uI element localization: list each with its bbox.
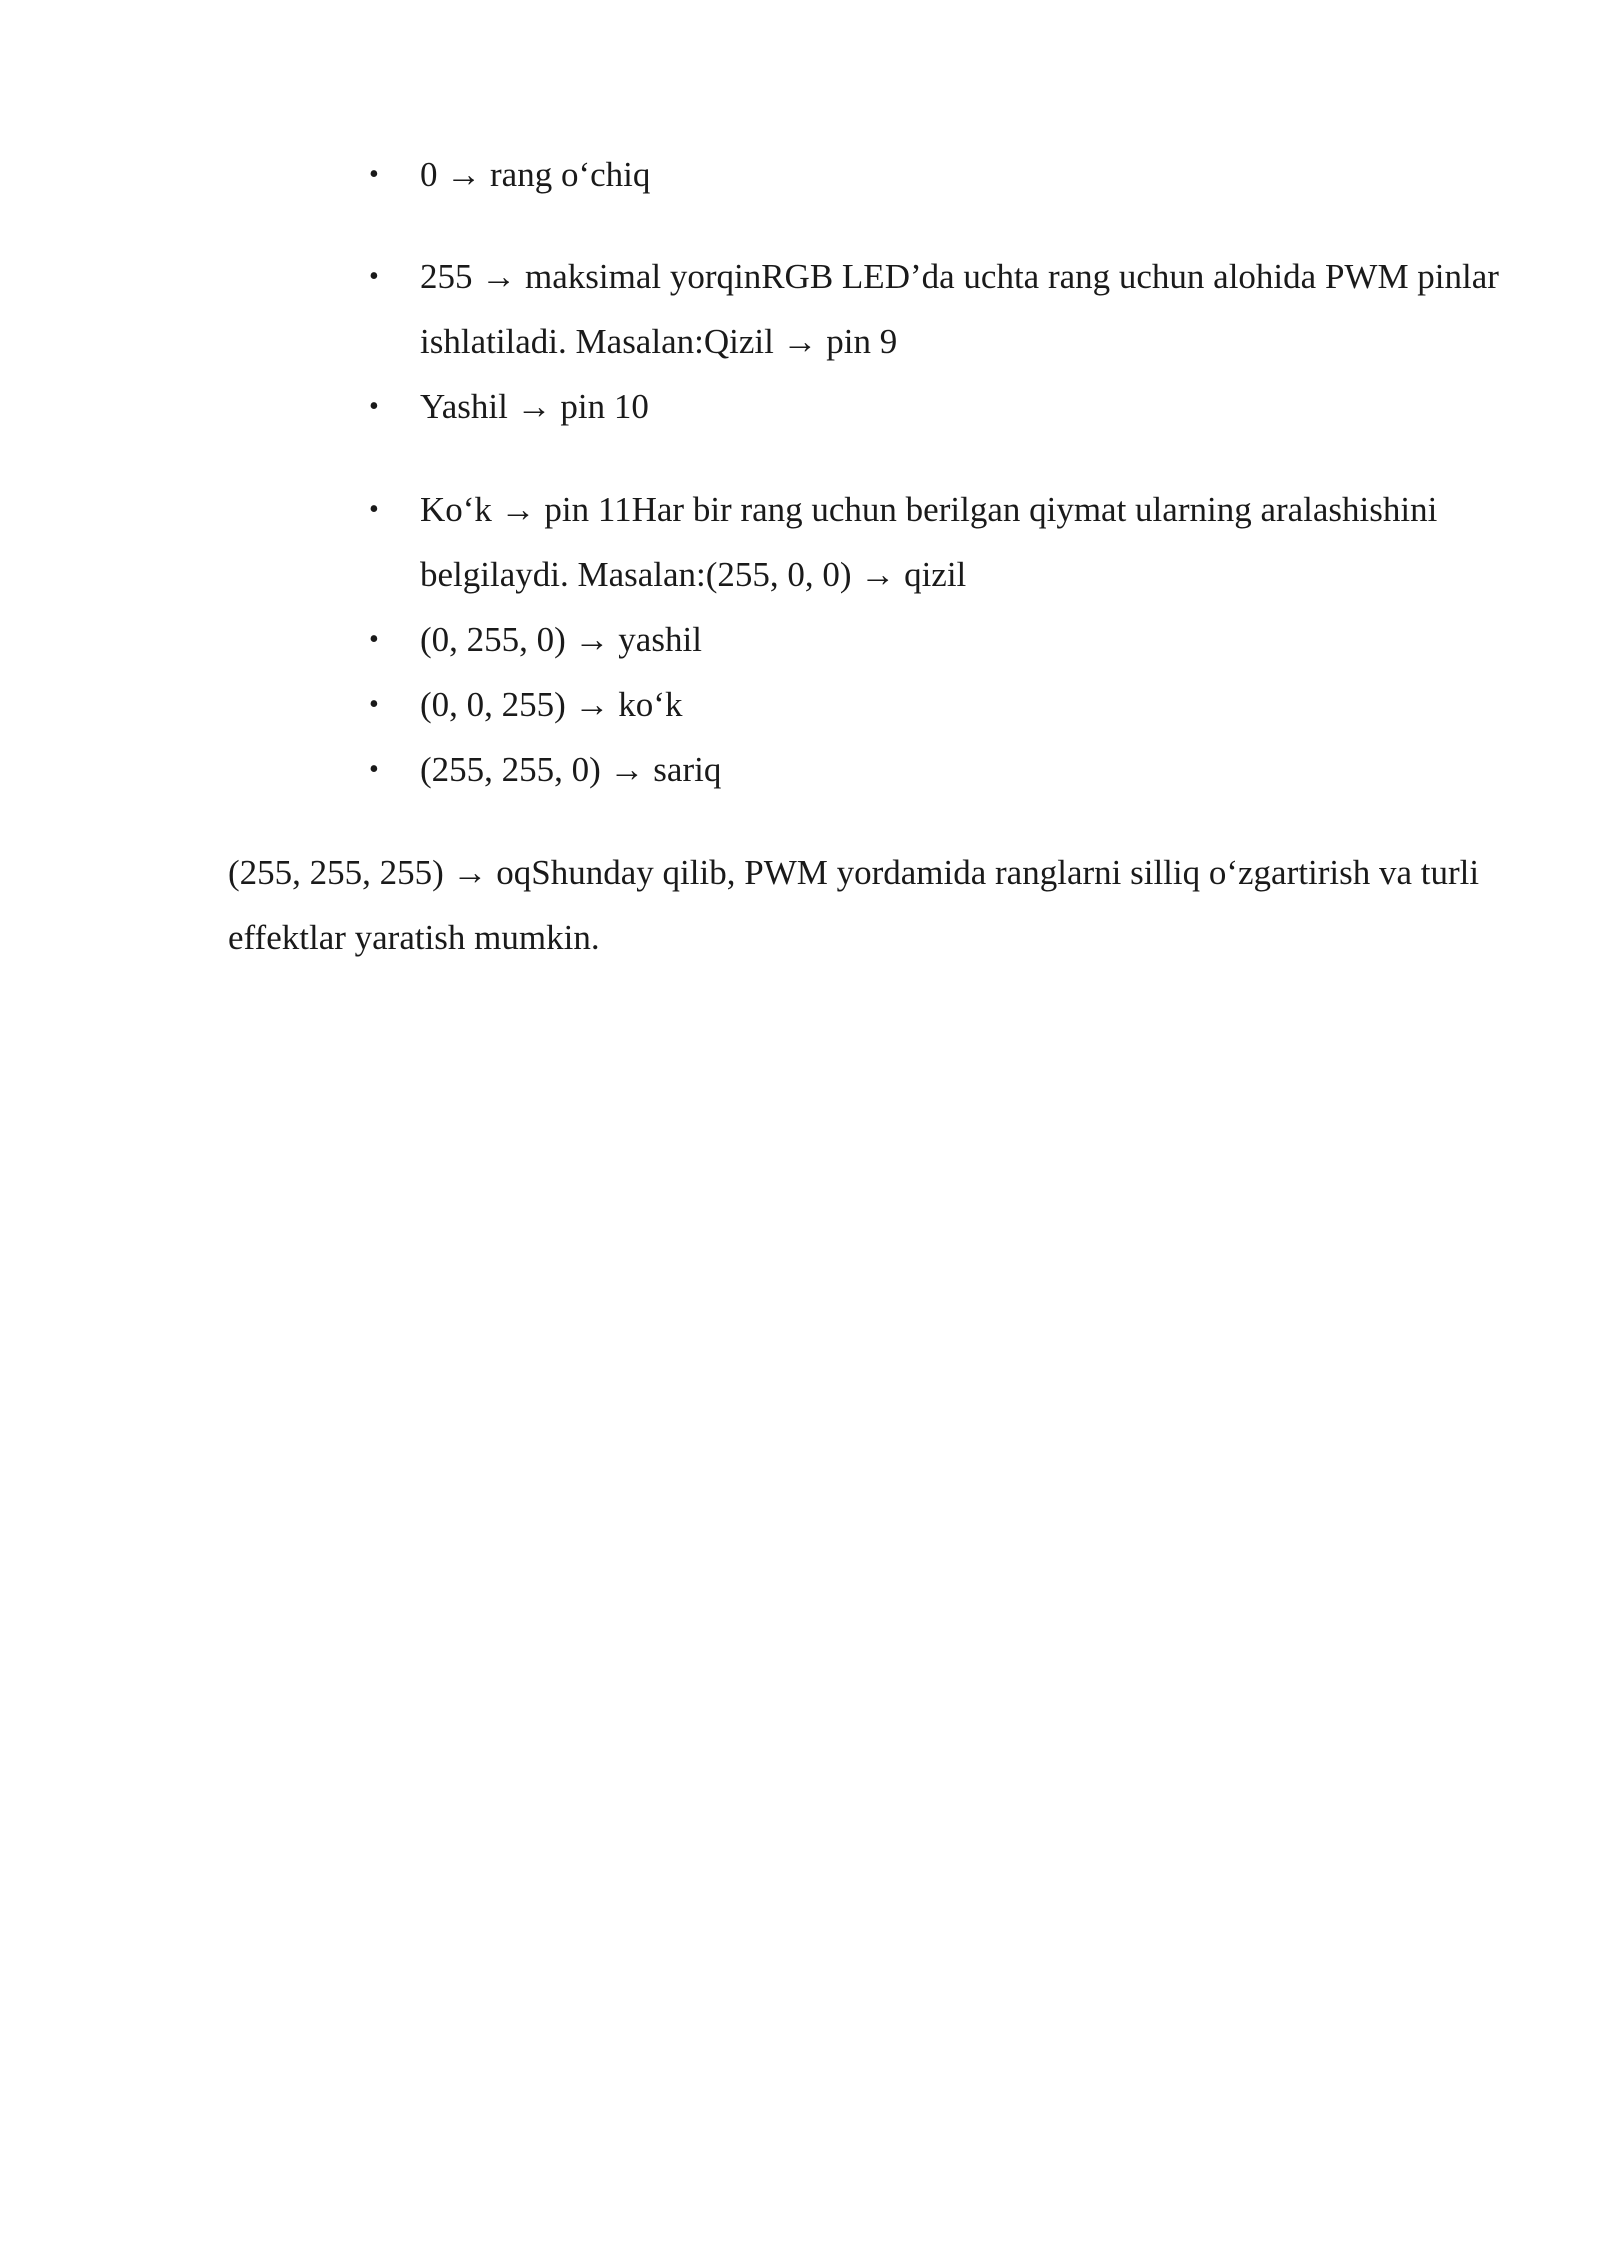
list-item: (0, 0, 255) → ko‘k xyxy=(420,685,683,724)
list-bullet: • xyxy=(369,624,379,655)
list-bullet: • xyxy=(369,391,379,422)
list-item: Yashil → pin 10 xyxy=(420,387,649,426)
list-item: (255, 255, 0) → sariq xyxy=(420,750,722,789)
list-item: (0, 255, 0) → yashil xyxy=(420,620,702,659)
list-bullet: • xyxy=(369,159,379,190)
list-bullet: • xyxy=(369,689,379,720)
list-item: Ko‘k → pin 11Har bir rang uchun berilgan qiymat ularning aralashishini belgilaydi. Masalan:(255, 0, 0) → qizil xyxy=(420,490,1438,594)
list-item: 0 → rang o‘chiq xyxy=(420,155,651,194)
list-item: 255 → maksimal yorqinRGB LED’da uchta rang uchun alohida PWM pinlar ishlatiladi. Masalan:Qizil → pin 9 xyxy=(420,257,1499,361)
list-bullet: • xyxy=(369,261,379,292)
list-bullet: • xyxy=(369,494,379,525)
body-paragraph: (255, 255, 255) → oqShunday qilib, PWM yordamida ranglarni silliq o‘zgartirish va turli effektlar yaratish mumkin. xyxy=(228,853,1480,957)
list-bullet: • xyxy=(369,754,379,785)
